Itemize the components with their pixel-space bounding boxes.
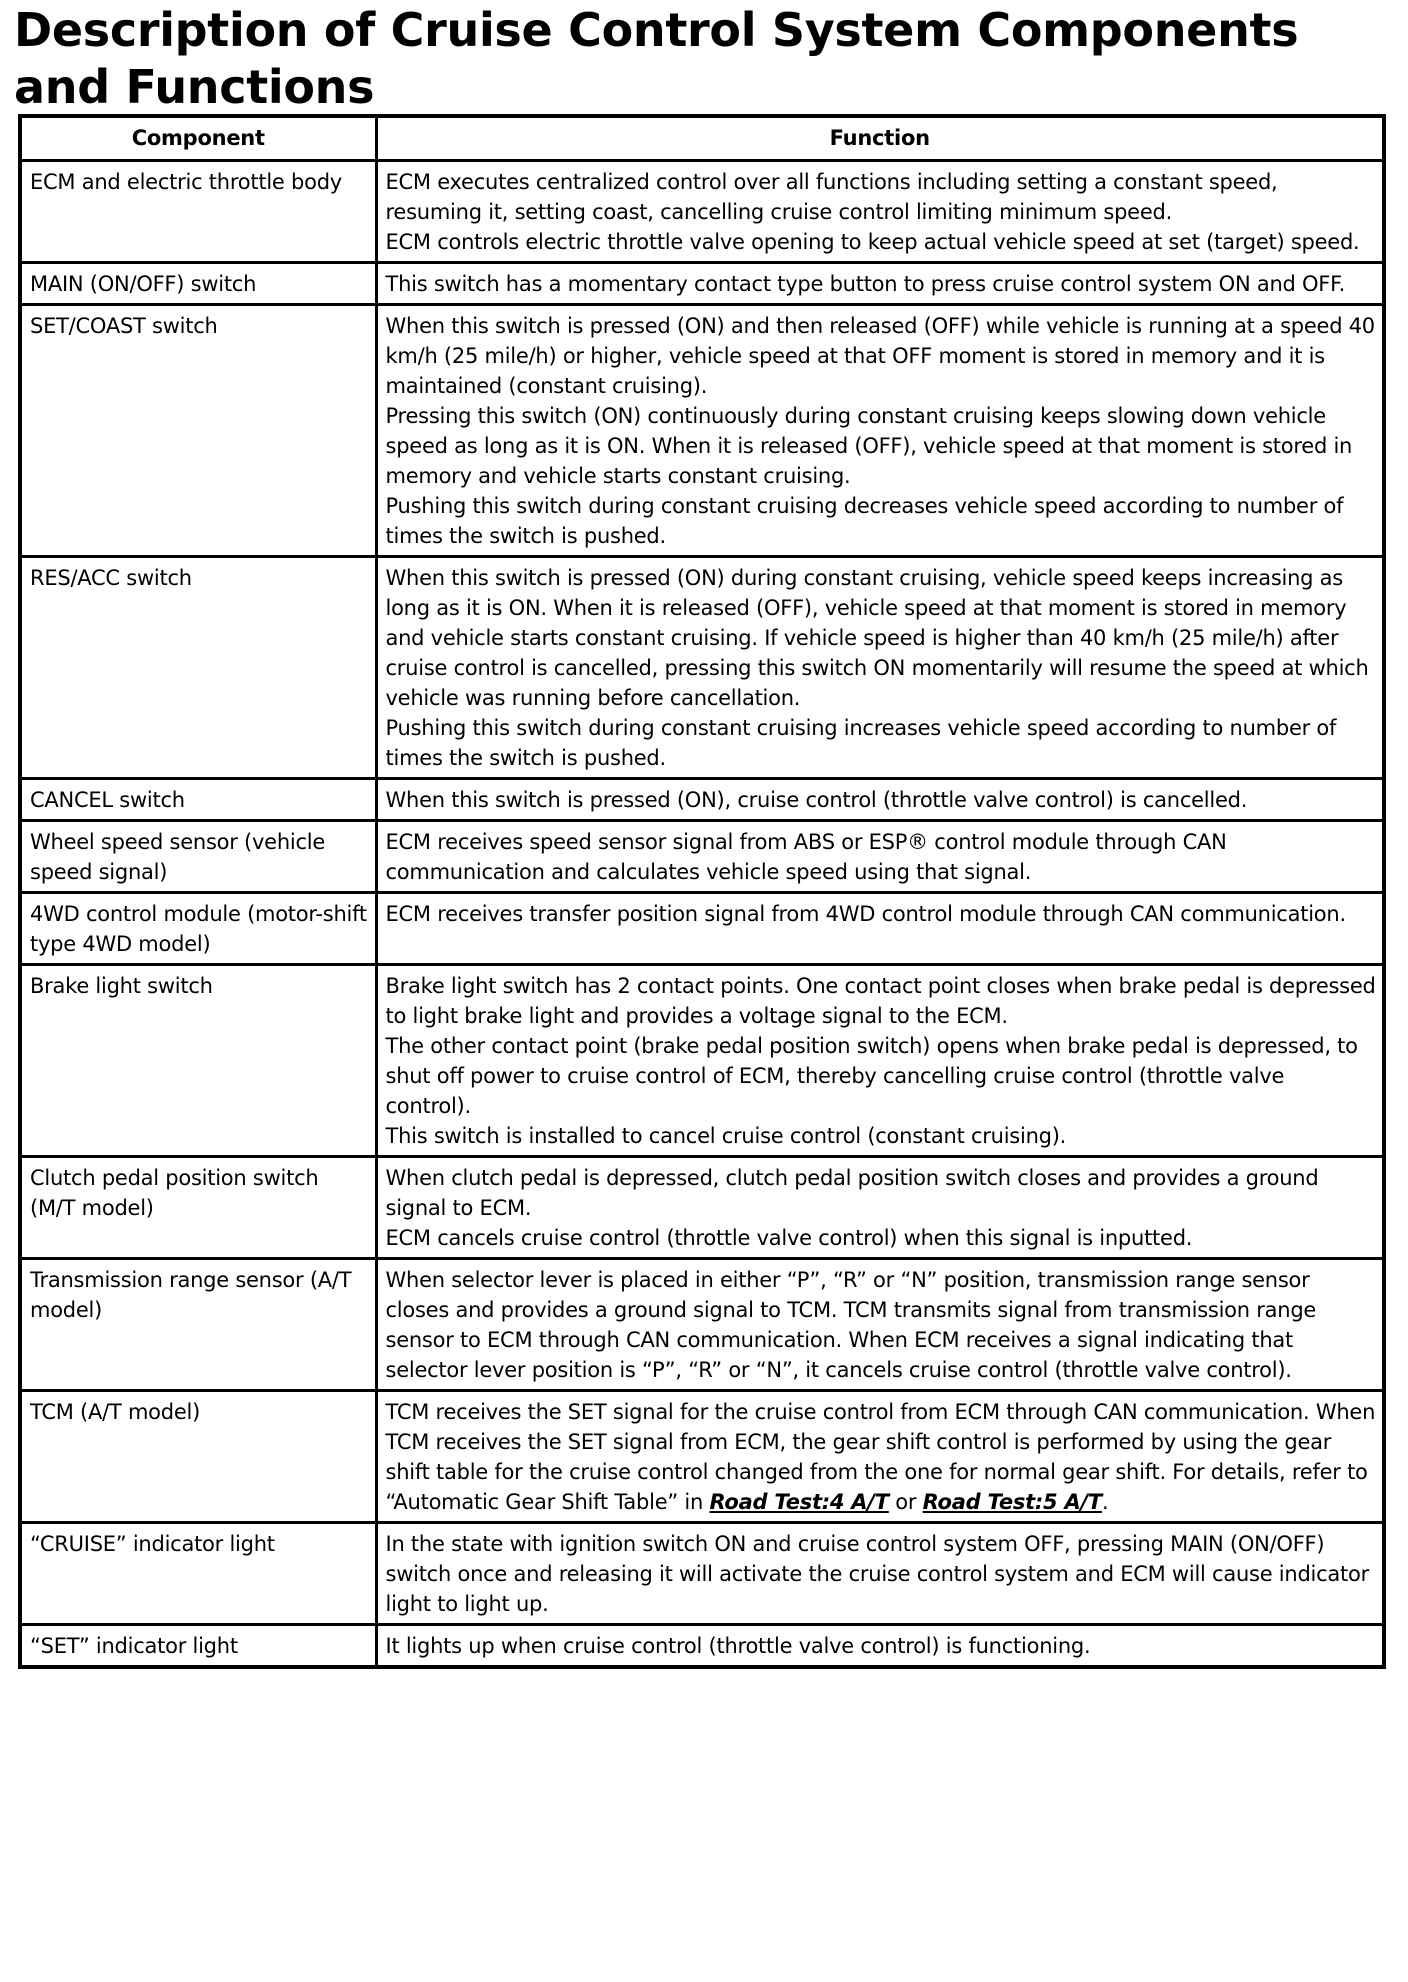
component-cell: Transmission range sensor (A/T model)	[20, 1259, 376, 1391]
page-title: Description of Cruise Control System Components and Functions	[14, 3, 1299, 114]
component-cell: “CRUISE” indicator light	[20, 1523, 376, 1625]
header-component: Component	[20, 116, 376, 161]
function-cell	[376, 965, 1384, 1157]
table-row	[20, 893, 1384, 965]
function-paragraph: It lights up when cruise control (throttle valve control) is functioning.	[385, 1634, 1091, 1658]
function-text: or	[888, 1490, 923, 1514]
component-cell: Wheel speed sensor (vehicle speed signal)	[20, 821, 376, 893]
function-cell	[376, 557, 1384, 779]
function-cell	[376, 821, 1384, 893]
component-cell: “SET” indicator light	[20, 1625, 376, 1668]
component-cell: SET/COAST switch	[20, 305, 376, 557]
component-cell: CANCEL switch	[20, 779, 376, 821]
function-paragraph: ECM controls electric throttle valve opening to keep actual vehicle speed at set (target) speed.	[385, 230, 1360, 254]
function-paragraph: When clutch pedal is depressed, clutch pedal position switch closes and provides a ground signal to ECM.	[385, 1166, 1319, 1220]
function-paragraph: This switch has a momentary contact type button to press cruise control system ON and OFF.	[385, 272, 1346, 296]
function-paragraph: ECM receives speed sensor signal from ABS or ESP® control module through CAN communication and calculates vehicle speed using that signal.	[385, 830, 1227, 884]
function-paragraph: The other contact point (brake pedal position switch) opens when brake pedal is depressed, to shut off power to cruise control of ECM, thereby cancelling cruise control (throttle valve control).	[385, 1034, 1358, 1118]
function-paragraph: Brake light switch has 2 contact points. One contact point closes when brake pedal is depressed to light brake light and provides a voltage signal to the ECM.	[385, 974, 1376, 1028]
road-test-4at-link[interactable]: Road Test:4 A/T	[709, 1490, 889, 1514]
function-paragraph: Pushing this switch during constant cruising increases vehicle speed according to number of times the switch is pushed.	[385, 716, 1337, 770]
table-row	[20, 1157, 1384, 1259]
function-cell	[376, 779, 1384, 821]
function-paragraph: Pressing this switch (ON) continuously during constant cruising keeps slowing down vehicle speed as long as it is ON. When it is released (OFF), vehicle speed at that moment is stored in memory and vehicle starts constant cruising.	[385, 404, 1353, 488]
header-function: Function	[376, 116, 1384, 161]
function-paragraph: In the state with ignition switch ON and cruise control system OFF, pressing MAIN (ON/OFF) switch once and releasing it will activate the cruise control system and ECM will cause indicator light to light up.	[385, 1532, 1369, 1616]
function-cell	[376, 263, 1384, 305]
component-cell: MAIN (ON/OFF) switch	[20, 263, 376, 305]
function-cell	[376, 1625, 1384, 1668]
function-cell	[376, 161, 1384, 263]
component-cell: Clutch pedal position switch (M/T model)	[20, 1157, 376, 1259]
table-row	[20, 1523, 1384, 1625]
table-row	[20, 821, 1384, 893]
function-cell	[376, 1157, 1384, 1259]
function-cell	[376, 893, 1384, 965]
function-cell	[376, 305, 1384, 557]
function-paragraph: When this switch is pressed (ON) during constant cruising, vehicle speed keeps increasing as long as it is ON. When it is released (OFF), vehicle speed at that moment is stored in memory and vehicle starts constant cruising. If vehicle speed is higher than 40 km/h (25 mile/h) after cruise control is cancelled, pressing this switch ON momentarily will resume the speed at which vehicle was running before cancellation.	[385, 566, 1369, 710]
function-paragraph: ECM executes centralized control over all functions including setting a constant speed, resuming it, setting coast, cancelling cruise control limiting minimum speed.	[385, 170, 1278, 224]
component-cell: RES/ACC switch	[20, 557, 376, 779]
table-row	[20, 1391, 1384, 1523]
table-row	[20, 557, 1384, 779]
table-row	[20, 305, 1384, 557]
table-row	[20, 965, 1384, 1157]
table-header-row	[20, 116, 1384, 161]
function-cell	[376, 1523, 1384, 1625]
table-row	[20, 263, 1384, 305]
function-text: TCM receives the SET signal for the cruise control from ECM through CAN communication. When TCM receives the SET signal from ECM, the gear shift control is performed by using the gear shift table for the cruise control changed from the one for normal gear shift. For details, refer to “Automatic Gear Shift Table” in	[385, 1400, 1376, 1514]
components-table	[18, 114, 1386, 1669]
function-paragraph: When this switch is pressed (ON) and then released (OFF) while vehicle is running at a speed 40 km/h (25 mile/h) or higher, vehicle speed at that OFF moment is stored in memory and it is maintained (constant cruising).	[385, 314, 1375, 398]
table-row	[20, 779, 1384, 821]
function-paragraph: ECM receives transfer position signal from 4WD control module through CAN communication.	[385, 902, 1346, 926]
function-text: .	[1101, 1490, 1109, 1514]
function-paragraph: This switch is installed to cancel cruise control (constant cruising).	[385, 1124, 1067, 1148]
component-cell: 4WD control module (motor-shift type 4WD model)	[20, 893, 376, 965]
table-row	[20, 1259, 1384, 1391]
function-cell	[376, 1391, 1384, 1523]
component-cell: Brake light switch	[20, 965, 376, 1157]
table-row	[20, 161, 1384, 263]
function-cell	[376, 1259, 1384, 1391]
component-cell: ECM and electric throttle body	[20, 161, 376, 263]
function-paragraph: When this switch is pressed (ON), cruise control (throttle valve control) is cancelled.	[385, 788, 1248, 812]
function-paragraph: ECM cancels cruise control (throttle valve control) when this signal is inputted.	[385, 1226, 1193, 1250]
function-paragraph: Pushing this switch during constant cruising decreases vehicle speed according to number of times the switch is pushed.	[385, 494, 1344, 548]
road-test-5at-link[interactable]: Road Test:5 A/T	[922, 1490, 1102, 1514]
function-paragraph: When selector lever is placed in either “P”, “R” or “N” position, transmission range sensor closes and provides a ground signal to TCM. TCM transmits signal from transmission range sensor to ECM through CAN communication. When ECM receives a signal indicating that selector lever position is “P”, “R” or “N”, it cancels cruise control (throttle valve control).	[385, 1268, 1317, 1382]
table-row	[20, 1625, 1384, 1668]
component-cell: TCM (A/T model)	[20, 1391, 376, 1523]
